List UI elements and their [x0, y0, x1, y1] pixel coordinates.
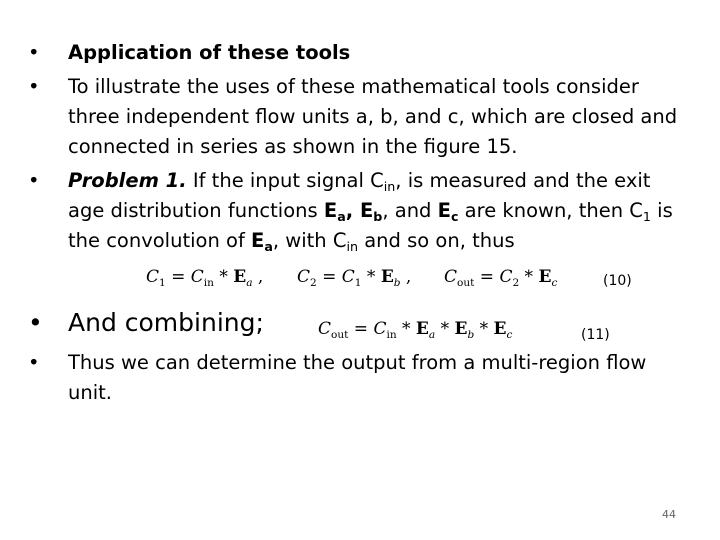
bullet-dot: •	[28, 308, 43, 337]
equation-number-10: (10)	[603, 273, 632, 289]
bullet-dot: •	[28, 351, 40, 374]
bullet-combining	[28, 306, 264, 340]
bullet-application-text: Application of these tools	[68, 41, 351, 64]
symbol-ea-2: $E_a$	[251, 229, 273, 254]
symbol-ec: $E_c$	[437, 199, 459, 224]
bullet-problem-1-text	[68, 166, 688, 256]
bullet-conclusion	[28, 348, 688, 408]
problem-label: Problem 1.	[68, 169, 187, 192]
problem-text-3: , and	[382, 199, 438, 222]
bullet-illustrate	[28, 72, 688, 162]
problem-text-4: are known, then C	[458, 199, 643, 222]
problem-text-5: is the convolution of	[68, 199, 673, 252]
bullet-problem-1	[28, 166, 688, 256]
bullet-dot: •	[28, 75, 40, 98]
bullet-dot: •	[28, 169, 40, 192]
equation-combined: $C_{out} = C_{in} * E_a * E_b * E_c$	[318, 319, 513, 341]
equation-cout: $C_{out} = C_2 * E_c$	[444, 267, 558, 289]
bullet-dot: •	[28, 41, 40, 64]
problem-text-7: and so on, thus	[358, 229, 515, 252]
equation-c2: $C_2 = C_1 * E_b$ ,	[297, 267, 412, 289]
bullet-illustrate-text: To illustrate the uses of these mathematical tools consider three independent flow units a, b, and c, which are closed and connected in series as shown in the figure 15.	[68, 75, 678, 158]
symbol-ea: $E_a$	[323, 199, 346, 224]
comma-separator: ,	[345, 199, 360, 222]
sub-in-2: in	[346, 239, 359, 254]
equation-number-11: (11)	[581, 327, 610, 343]
sub-in: in	[383, 179, 396, 194]
bullet-combining-text: And combining;	[68, 308, 264, 337]
problem-text-1: If the input signal C	[186, 169, 384, 192]
bullet-application	[28, 38, 688, 68]
sub-1: 1	[642, 209, 651, 224]
problem-text-6: , with C	[272, 229, 347, 252]
page-number: 44	[662, 508, 676, 521]
bullet-conclusion-text: Thus we can determine the output from a multi-region flow unit.	[68, 351, 647, 404]
problem-text-2: , is measured and the exit age distribution functions	[68, 169, 651, 222]
symbol-eb: $E_b$	[359, 199, 383, 224]
equation-c1: $C_1 = C_{in} * E_a$ ,	[146, 267, 264, 289]
